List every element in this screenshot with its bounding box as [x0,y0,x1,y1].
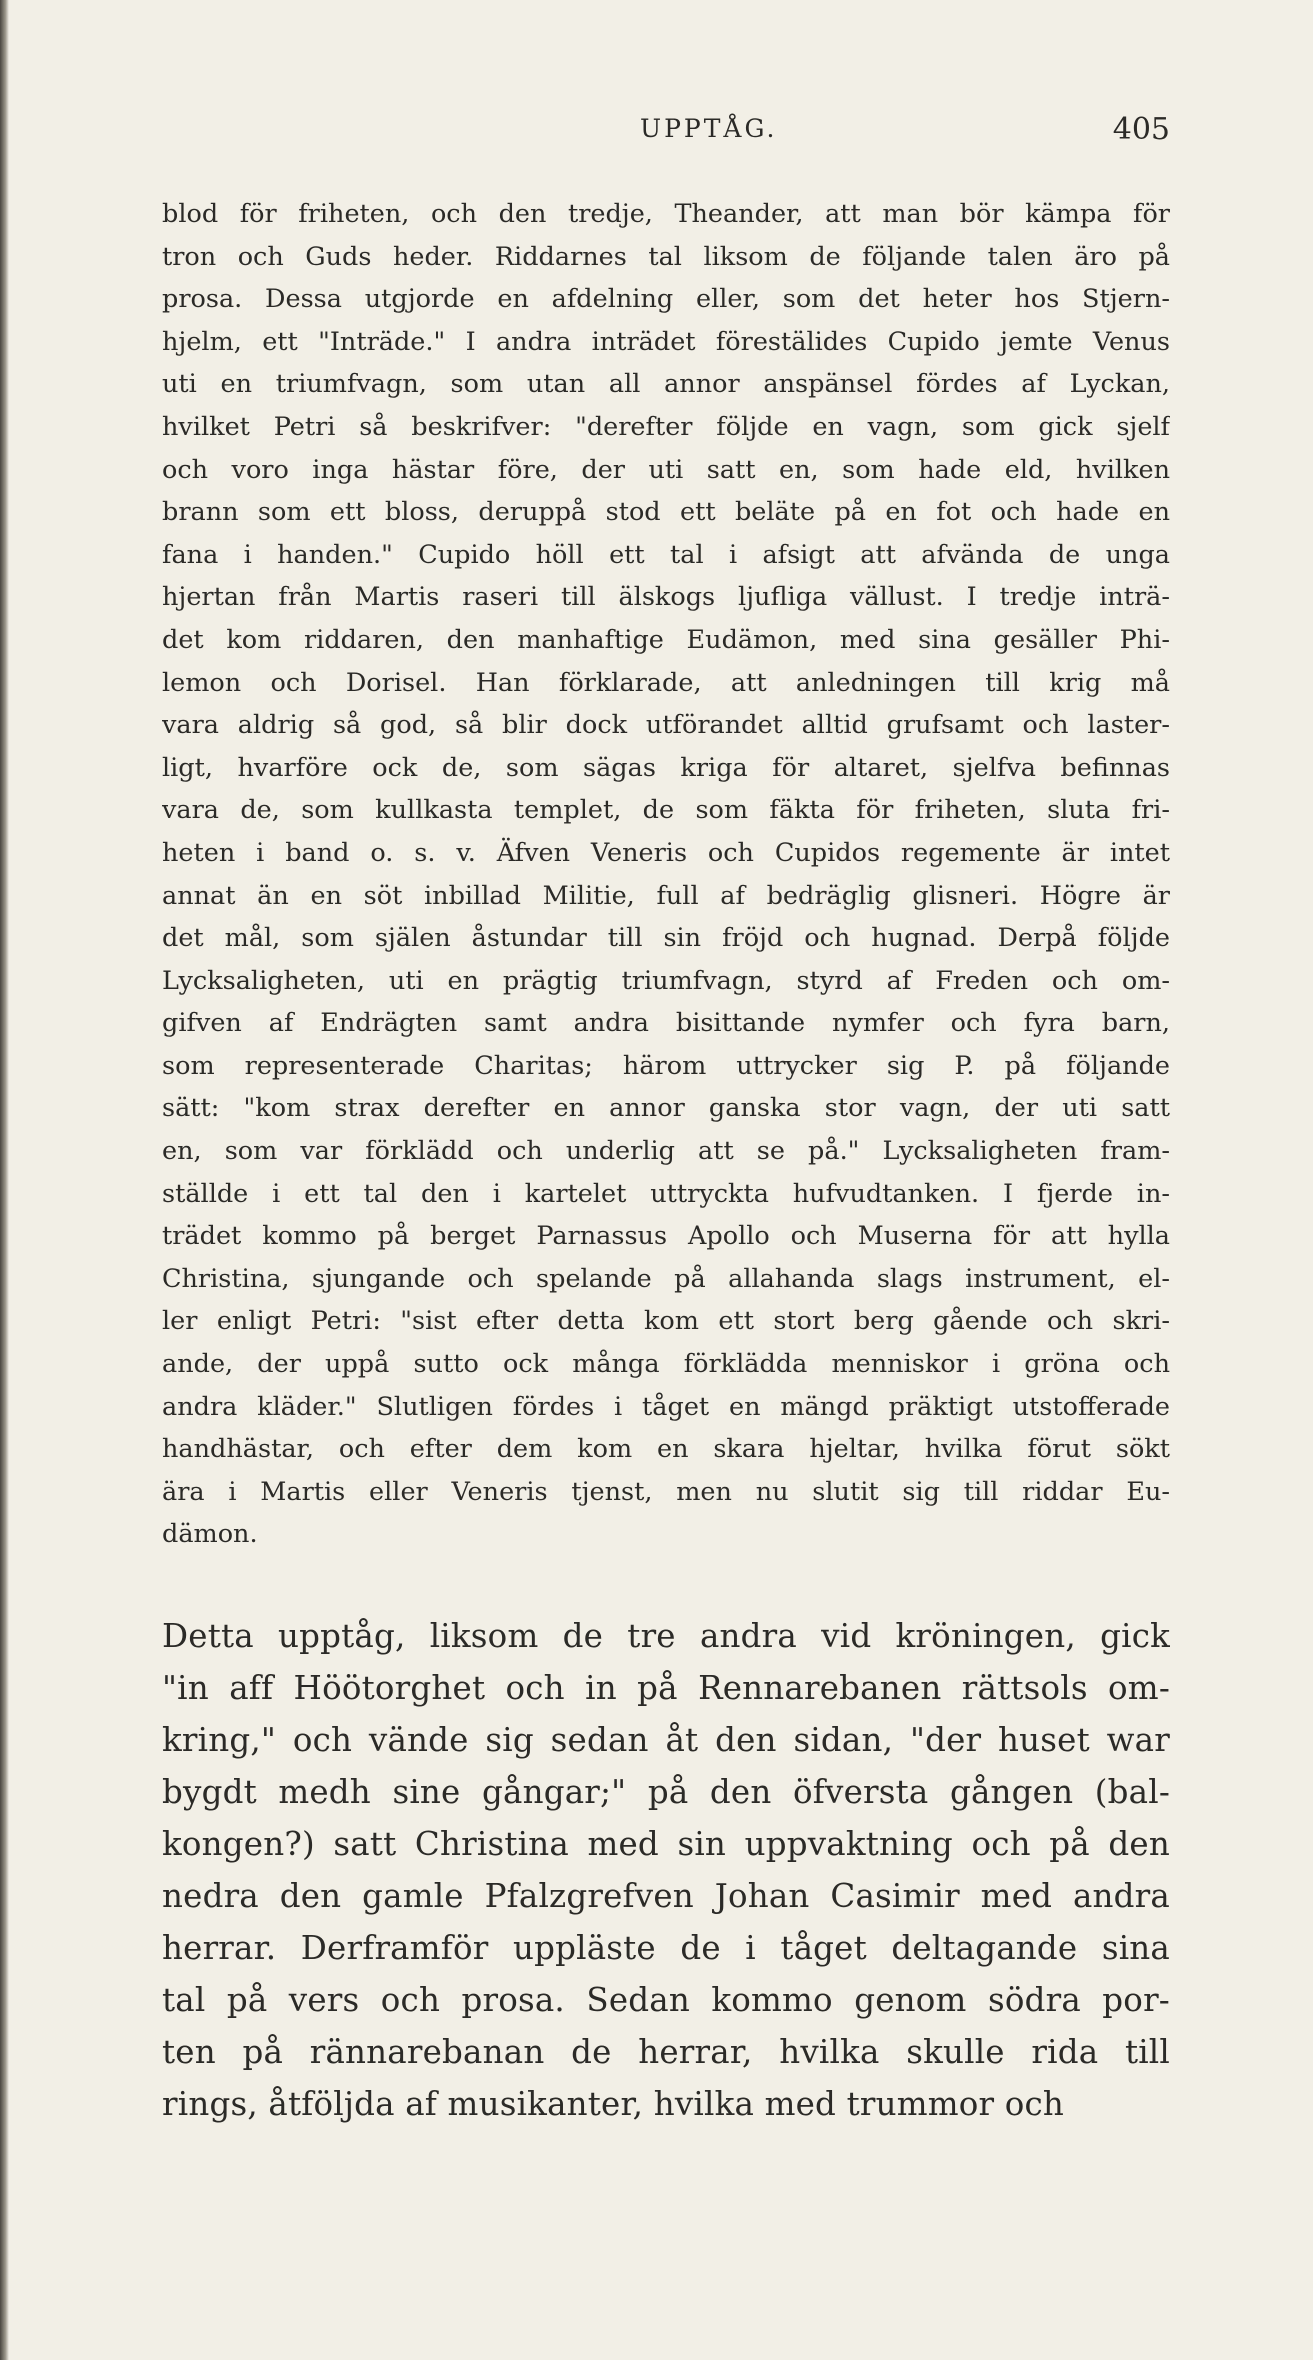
text-line: vara de, som kullkasta templet, de som fäkta för friheten, sluta fri- [162,795,1170,826]
text-line: annat än en söt inbillad Militie, full af bedräglig glisneri. Högre är [162,880,1170,911]
text-line: hjelm, ett "Inträde." I andra inträdet förestälides Cupido jemte Venus [162,326,1170,357]
text-line: Detta upptåg, liksom de tre andra vid kröningen, gick [162,1617,1170,1655]
text-line: och voro inga hästar före, der uti satt en, som hade eld, hvilken [162,454,1170,485]
text-line: Christina, sjungande och spelande på allahanda slags instrument, el- [162,1263,1170,1294]
text-line: som representerade Charitas; härom uttrycker sig P. på följande [162,1050,1170,1081]
text-line: "in aff Höötorghet och in på Rennarebanen rättsols om- [162,1669,1170,1707]
text-line: nedra den gamle Pfalzgrefven Johan Casimir med andra [162,1877,1170,1915]
text-line: dämon. [162,1519,258,1550]
text-line: blod för friheten, och den tredje, Theander, att man bör kämpa för [162,199,1170,229]
text-line: rings, åtföljda af musikanter, hvilka med trummor och [162,2085,1065,2123]
text-line: bygdt medh sine gångar;" på den öfversta gången (bal- [162,1773,1170,1811]
text-line: hjertan från Martis raseri till älskogs ljufliga vällust. I tredje inträ- [162,582,1170,613]
page-number: 405 [1112,112,1170,147]
text-line: tal på vers och prosa. Sedan kommo genom södra por- [162,1981,1170,2019]
page-edge-shadow [0,0,9,2360]
text-line: Lycksaligheten, uti en prägtig triumfvagn, styrd af Freden och om- [162,965,1170,996]
text-line: handhästar, och efter dem kom en skara hjeltar, hvilka förut sökt [162,1434,1170,1465]
text-line: ande, der uppå sutto ock många förklädda menniskor i gröna och [162,1349,1170,1380]
text-line: fana i handen." Cupido höll ett tal i afsigt att afvända de unga [162,539,1170,570]
page-header [160,112,1170,152]
text-line: ten på rännarebanan de herrar, hvilka skulle rida till [162,2033,1170,2071]
text-line: det kom riddaren, den manhaftige Eudämon, med sina gesäller Phi- [162,624,1170,655]
text-line: ler enligt Petri: "sist efter detta kom ett stort berg gående och skri- [162,1306,1170,1337]
text-line: sätt: "kom strax derefter en annor ganska stor vagn, der uti satt [162,1093,1170,1124]
paragraph-large-print [162,1610,1170,2130]
text-line: herrar. Derframför uppläste de i tåget deltagande sina [162,1929,1170,1967]
text-line: uti en triumfvagn, som utan all annor anspänsel fördes af Lyckan, [162,369,1170,400]
text-line: ligt, hvarföre ock de, som sägas kriga för altaret, sjelfva befinnas [162,752,1170,783]
text-line: trädet kommo på berget Parnassus Apollo och Muserna för att hylla [162,1221,1170,1252]
paragraph-small-print [162,193,1170,1556]
text-line: prosa. Dessa utgjorde en afdelning eller, som det heter hos Stjern- [162,284,1170,315]
text-line: tron och Guds heder. Riddarnes tal liksom de följande talen äro på [162,241,1170,272]
text-line: hvilket Petri så beskrifver: "derefter följde en vagn, som gick sjelf [162,411,1170,442]
text-line: ställde i ett tal den i kartelet uttryckta hufvudtanken. I fjerde in- [162,1178,1170,1209]
text-line: lemon och Dorisel. Han förklarade, att anledningen till krig må [162,667,1170,698]
text-line: andra kläder." Slutligen fördes i tåget en mängd präktigt utstofferade [162,1391,1170,1422]
text-line: kring," och vände sig sedan åt den sidan, "der huset war [162,1721,1170,1759]
text-line: heten i band o. s. v. Äfven Veneris och Cupidos regemente är intet [162,837,1170,868]
text-line: ära i Martis eller Veneris tjenst, men nu slutit sig till riddar Eu- [162,1476,1170,1507]
text-line: kongen?) satt Christina med sin uppvaktning och på den [162,1825,1170,1863]
text-line: vara aldrig så god, så blir dock utförandet alltid grufsamt och laster- [162,710,1170,741]
text-line: det mål, som själen åstundar till sin fröjd och hugnad. Derpå följde [162,923,1170,954]
running-head: UPPTÅG. [640,114,778,143]
text-line: en, som var förklädd och underlig att se på." Lycksaligheten fram- [162,1136,1170,1167]
text-line: gifven af Endrägten samt andra bisittande nymfer och fyra barn, [162,1008,1170,1039]
text-line: brann som ett bloss, deruppå stod ett beläte på en fot och hade en [162,497,1170,528]
